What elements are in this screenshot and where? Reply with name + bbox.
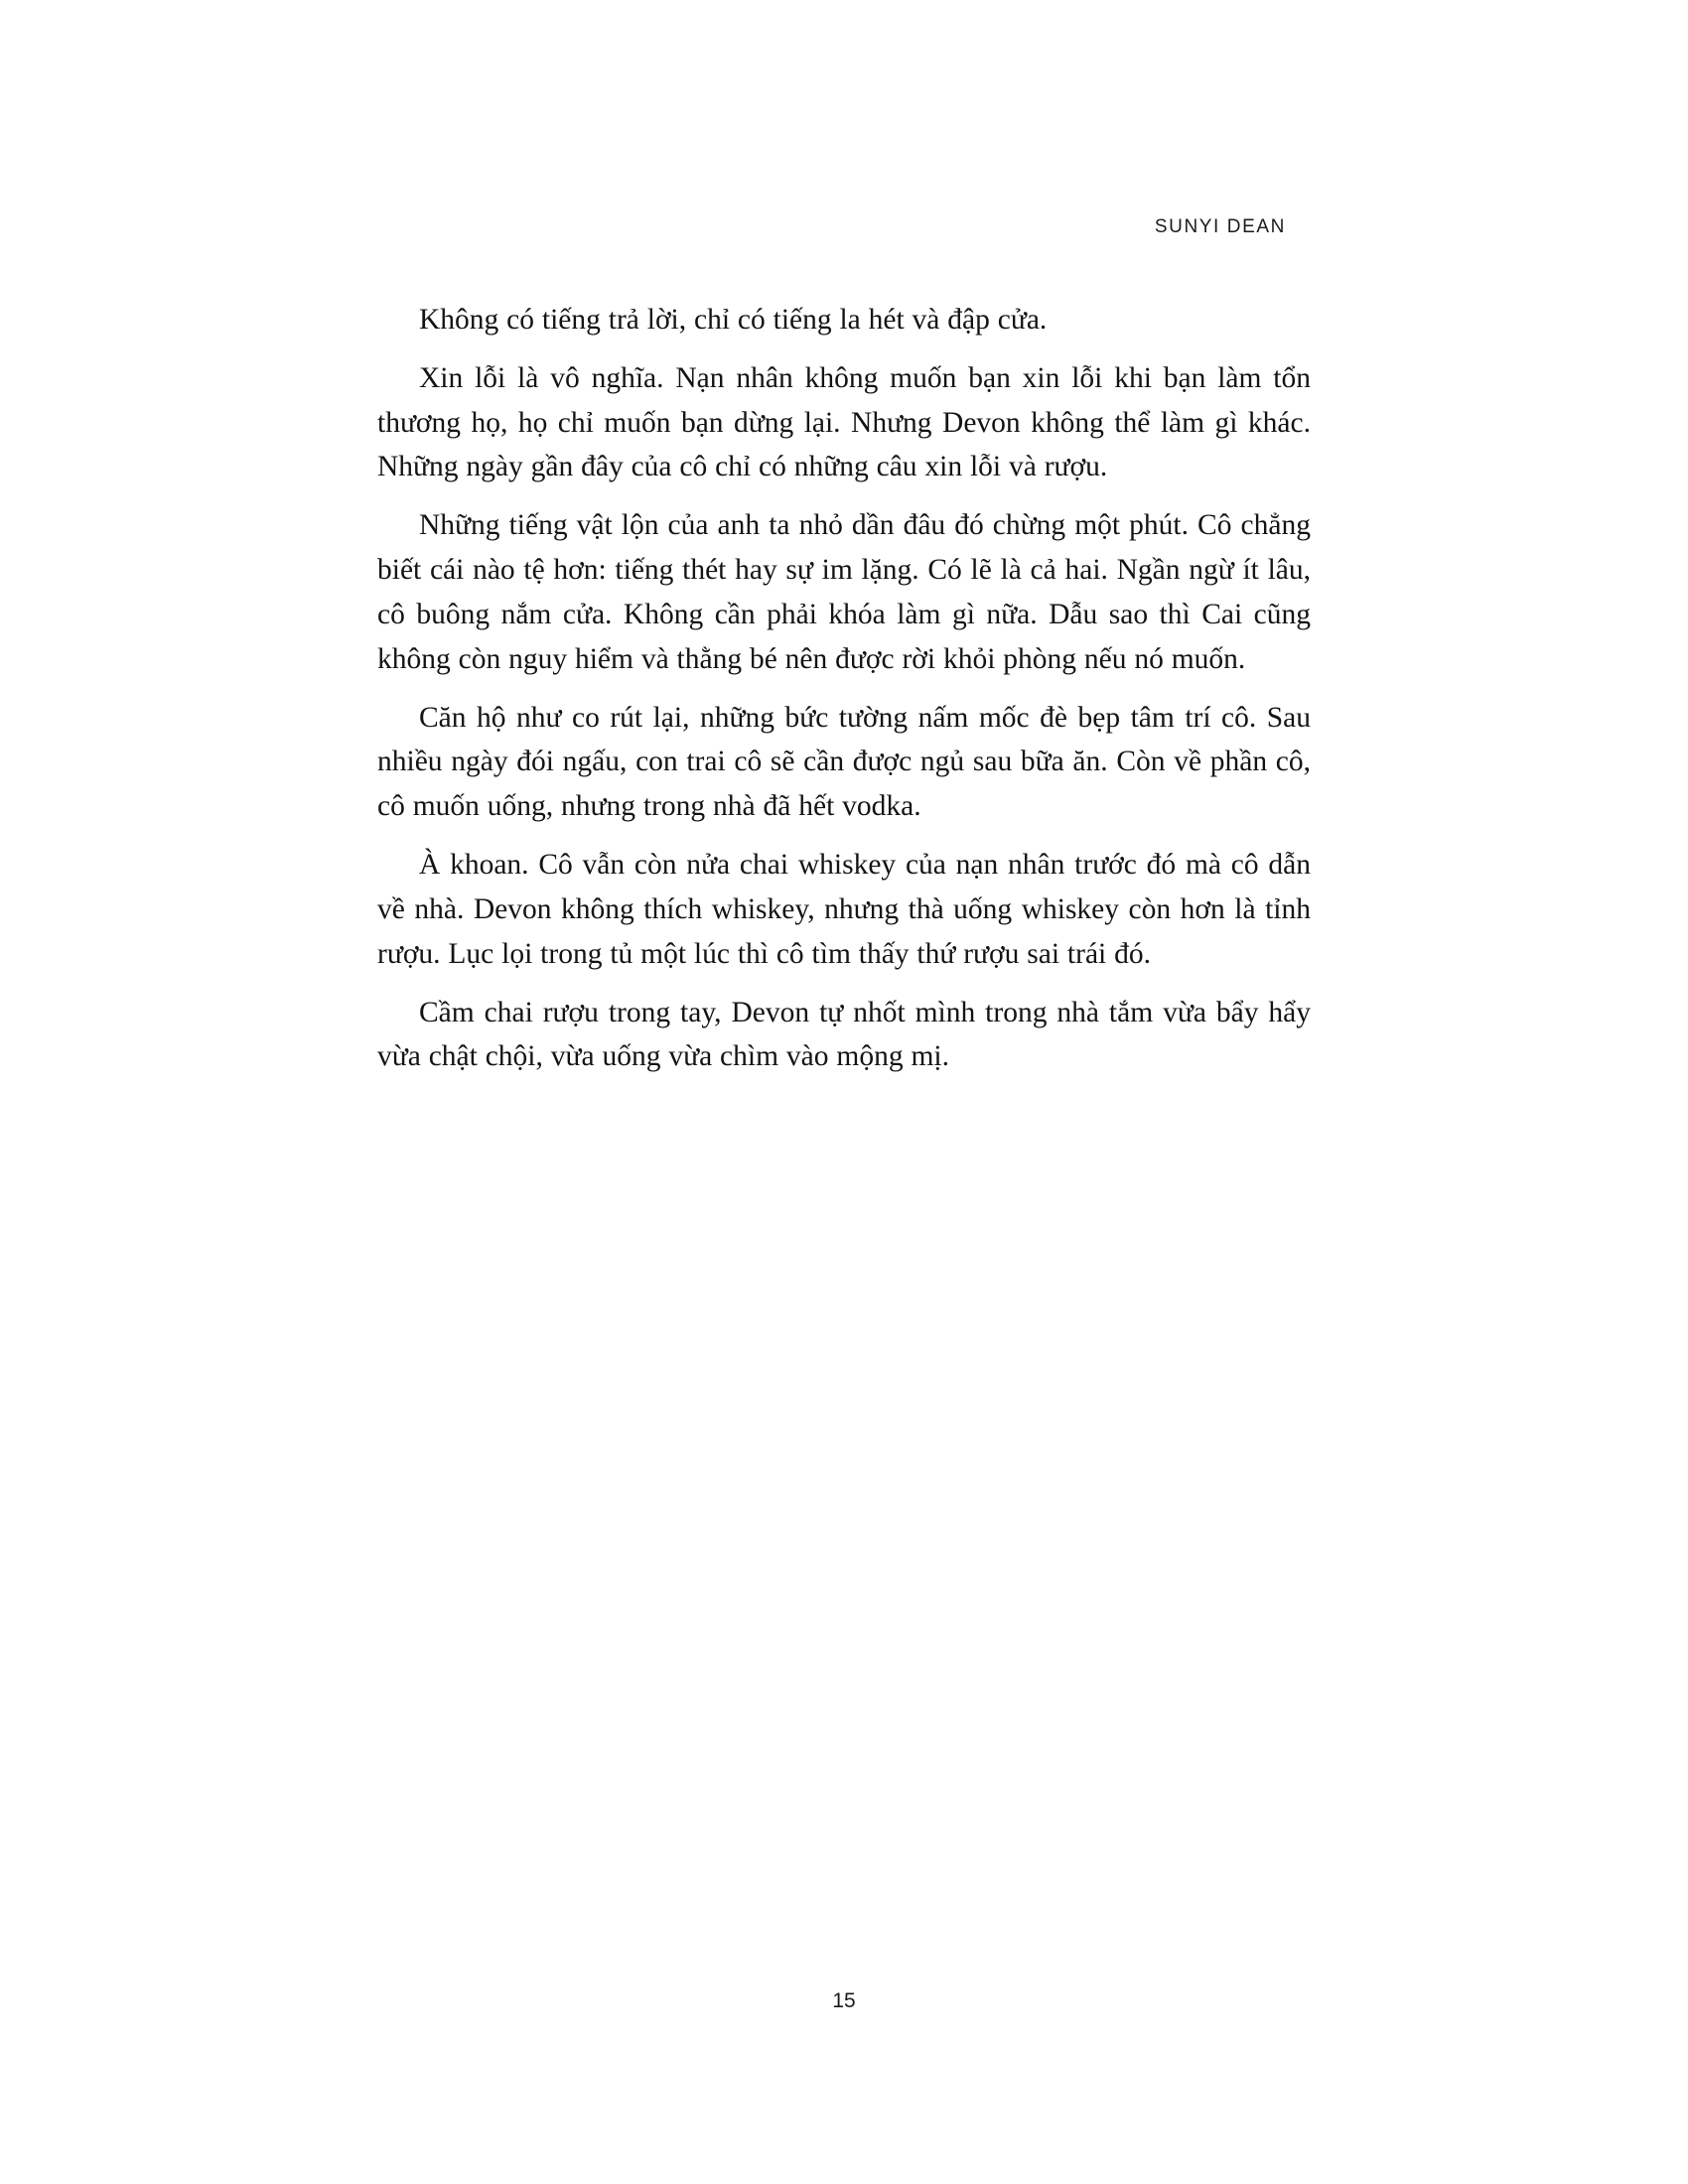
paragraph: Những tiếng vật lộn của anh ta nhỏ dần đâu đó chừng một phút. Cô chẳng biết cái nào tệ hơn: tiếng thét hay sự im lặng. Có lẽ là cả hai. Ngần ngừ ít lâu, cô buông nắm cửa. Không cần phải khóa làm gì nữa. Dẫu sao thì Cai cũng không còn nguy hiểm và thằng bé nên được rời khỏi phòng nếu nó muốn. xyxy=(377,509,1311,675)
page-number: 15 xyxy=(832,1989,856,2012)
body-text-column xyxy=(377,298,1311,1093)
paragraph: Cầm chai rượu trong tay, Devon tự nhốt mình trong nhà tắm vừa bẩy hẩy vừa chật chội, vừa uống vừa chìm vào mộng mị. xyxy=(377,996,1311,1073)
paragraph: Xin lỗi là vô nghĩa. Nạn nhân không muốn bạn xin lỗi khi bạn làm tổn thương họ, họ chỉ muốn bạn dừng lại. Nhưng Devon không thể làm gì khác. Những ngày gần đây của cô chỉ có những câu xin lỗi và rượu. xyxy=(377,361,1311,483)
running-head: SUNYI DEAN xyxy=(1154,216,1286,237)
paragraph: Không có tiếng trả lời, chỉ có tiếng la hét và đập cửa. xyxy=(419,304,1048,336)
paragraph: Căn hộ như co rút lại, những bức tường nấm mốc đè bẹp tâm trí cô. Sau nhiều ngày đói ngấu, con trai cô sẽ cần được ngủ sau bữa ăn. Còn về phần cô, cô muốn uống, nhưng trong nhà đã hết vodka. xyxy=(377,701,1311,823)
paragraph: À khoan. Cô vẫn còn nửa chai whiskey của nạn nhân trước đó mà cô dẫn về nhà. Devon không thích whiskey, nhưng thà uống whiskey còn hơn là tỉnh rượu. Lục lọi trong tủ một lúc thì cô tìm thấy thứ rượu sai trái đó. xyxy=(377,849,1311,970)
